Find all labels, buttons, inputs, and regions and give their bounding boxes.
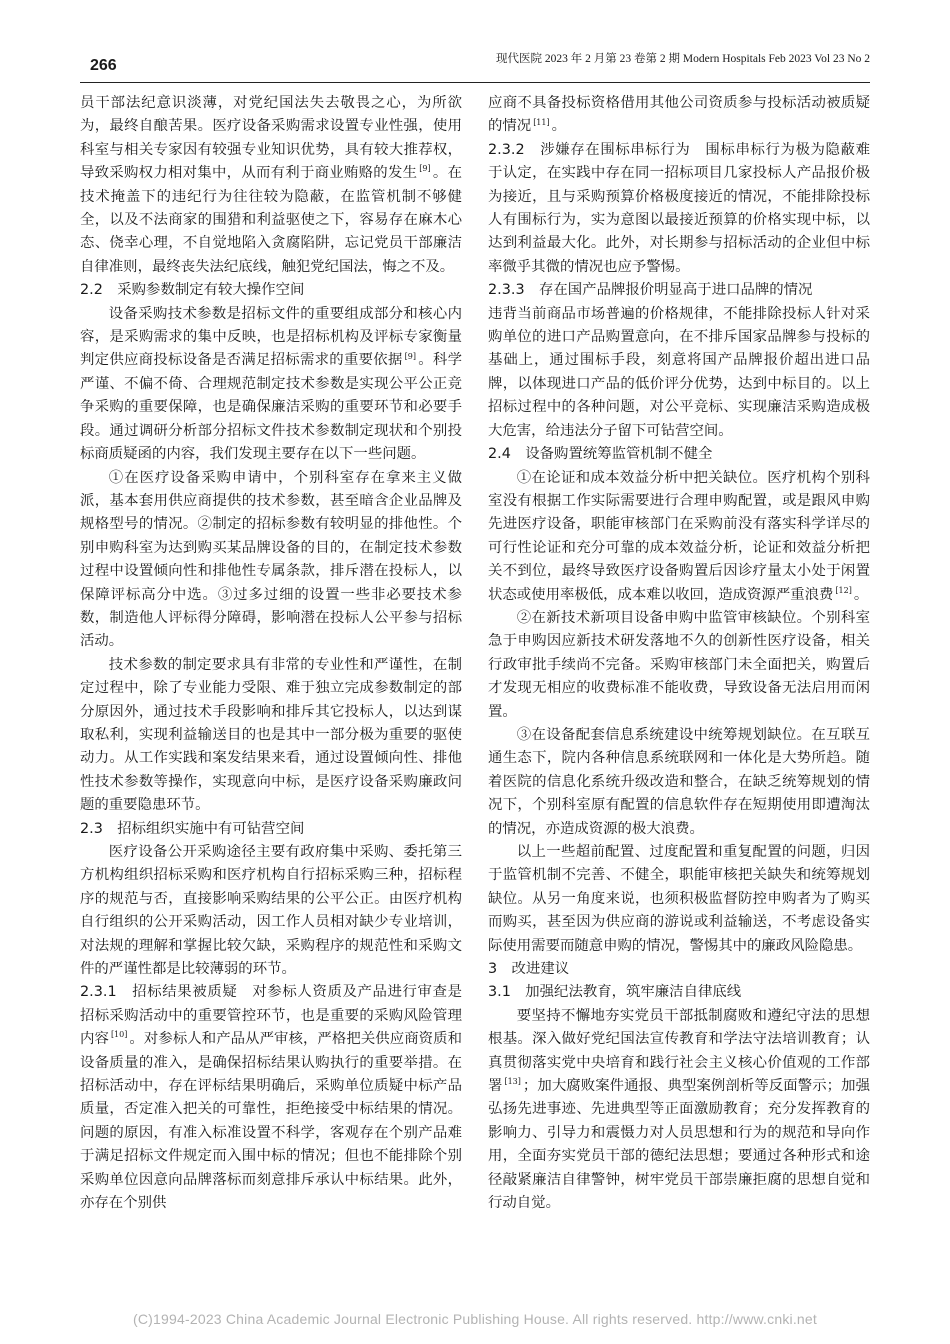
section-heading-2-3-1: 2.3.1 招标结果被质疑 [80,984,238,1001]
paragraph: 应商不具备投标资格借用其他公司资质参与投标活动被质疑的情况 [11] 。 [488,95,870,135]
paragraph: 2.3.1 招标结果被质疑 对参标人资质及产品进行审查是招标采购活动中的重要管控环节，也是重要的采购风险管理内容 [10] 。对参标人和产品从严审核，严格把关供应商资质和设备质量的准入，是确保招标结果认购执行的重要举措。在招标活动中，存在评标结果明确后，采购单位质疑中标产品质量，否定准入把关的可靠性，拒绝接受中标结果的情况。问题的原因，有准入标准设置不科学，客观存在个别产品难于满足招标文件规定而入围中标的情况；但也不能排除个别采购单位因意向品牌落标而刻意排斥承认中标结果。此外，亦存在个别供 [80,984,462,1212]
section-heading-2-4: 2.4 设备购置统筹监管机制不健全 [488,446,713,463]
paragraph: ①在论证和成本效益分析中把关缺位。医疗机构个别科室没有根据工作实际需要进行合理申购配置，或是跟风申购先进医疗设备，职能审核部门在采购前没有落实科学详尽的可行性论证和充分可靠的成本效益分析，论证和效益分析把关不到位，最终导致医疗设备购置后因诊疗量太小处于闲置状态或使用率极低，成本难以收回，造成资源严重浪费 [12] 。 [488,469,870,603]
paragraph: 员干部法纪意识淡薄，对党纪国法失去敬畏之心，为所欲为，最终自酿苦果。医疗设备采购需求设置专业性强，使用科室与相关专家因有较强专业知识优势，具有较大推荐权，导致采购权力相对集中，从而有利于商业贿赂的发生 [9] 。在技术掩盖下的违纪行为往往较为隐蔽，在监管机制不够健全，以及不法商家的围猎和利益驱使之下，容易存在麻木心态、侥幸心理，不自觉地陷入贪腐陷阱，忘记党员干部廉洁自律准则，最终丧失法纪底线，触犯党纪国法，悔之不及。 [80,95,462,275]
left-column [80,92,462,1216]
paragraph: ②在新技术新项目设备申购中监管审核缺位。个别科室急于申购因应新技术研发落地不久的创新性医疗设备，相关行政审批手续尚不完备。采购审核部门未全面把关，购置后才发现无相应的收费标准不能收费，导致设备无法启用而闲置。 [488,609,870,720]
section-heading-3-1: 3.1 加强纪法教育，筑牢廉洁自律底线 [488,984,742,1001]
paragraph: 违背当前商品市场普遍的价格规律，不能排除投标人针对采购单位的进口产品购置意向，在不排斥国家品牌参与投标的基础上，通过围标手段，刻意将国产品牌报价超出进口品牌，以体现进口产品的低价评分优势，达到中标目的。以上招标过程中的各种问题，对公平竞标、实现廉洁采购造成极大危害，给违法分子留下可钻营空间。 [488,305,870,439]
citation-ref[interactable]: [9] [419,164,431,174]
paragraph: 以上一些超前配置、过度配置和重复配置的问题，归因于监管机制不完善、不健全，职能审核把关缺失和统筹规划缺位。从另一角度来说，也须积极监督防控申购者为了购买而购买，甚至因为供应商的游说或利益输送，不考虑设备实际使用需要而随意申购的情况，警惕其中的廉政风险隐患。 [488,844,870,954]
paragraph: 医疗设备公开采购途径主要有政府集中采购、委托第三方机构组织招标采购和医疗机构自行招标采购三种，招标程序的规范与否，直接影响采购结果的公平公正。由医疗机构自行组织的公开采购活动，因工作人员相对缺少专业培训，对法规的理解和掌握比较欠缺，采购程序的规范性和采购文件的严谨性都是比较薄弱的环节。 [80,844,462,978]
section-heading-3: 3 改进建议 [488,961,570,978]
paragraph: 设备采购技术参数是招标文件的重要组成部分和核心内容，是采购需求的集中反映，也是招标机构及评标专家衡量判定供应商投标设备是否满足招标需求的重要依据 [9] 。科学严谨、不偏不倚、合理规范制定技术参数是实现公平公正竞争采购的重要保障，也是确保廉洁采购的重要环节和必要手段。通过调研分析部分招标文件技术参数制定现状和个别投标商质疑函的内容，我们发现主要存在以下一些问题。 [80,305,462,463]
paragraph: 技术参数的制定要求具有非常的专业性和严谨性，在制定过程中，除了专业能力受限、难于独立完成参数制定的部分原因外，通过技术手段影响和排斥其它投标人，以达到谋取私利，实现利益输送目的也是其中一部分极为重要的驱使动力。从工作实践和案发结果来看，通过设置倾向性、排他性技术参数等操作，实现意向中标，是医疗设备采购廉政问题的重要隐患环节。 [80,656,462,814]
section-heading-2-3: 2.3 招标组织实施中有可钻营空间 [80,820,305,837]
section-heading-2-3-2: 2.3.2 涉嫌存在围标串标行为 [488,141,691,158]
header-rule [80,82,870,83]
citation-ref[interactable]: [11] [533,117,550,127]
citation-ref[interactable]: [13] [504,1077,521,1087]
paragraph: ③在设备配套信息系统建设中统筹规划缺位。在互联互通生态下，院内各种信息系统联网和一体化是大势所趋。随着医院的信息化系统升级改造和整合，在缺乏统筹规划的情况下，个别科室原有配置的信息软件存在短期使用即遭淘汰的情况，亦造成资源的极大浪费。 [488,726,870,837]
paragraph: 要坚持不懈地夯实党员干部抵制腐败和遵纪守法的思想根基。深入做好党纪国法宣传教育和学法守法培训教育；认真贯彻落实党中央培育和践行社会主义核心价值观的工作部署 [13] ；加大腐败案件通报、典型案例剖析等反面警示；加强弘扬先进事迹、先进典型等正面激励教育；充分发挥教育的影响力、引导力和震慑力对人员思想和行为的规范和导向作用，全面夯实党员干部的德纪法思想；要通过各种形式和途径敲紧廉洁自律警钟，树牢党员干部崇廉拒腐的思想自觉和行动自觉。 [488,1007,870,1212]
citation-ref[interactable]: [9] [404,351,416,361]
copyright-footer: (C)1994-2023 China Academic Journal Electronic Publishing House. All rights reserved. http://www.cnki.net [133,1311,817,1327]
citation-ref[interactable]: [10] [110,1030,128,1040]
section-heading-2-2: 2.2 采购参数制定有较大操作空间 [80,282,305,299]
section-heading-2-3-3: 2.3.3 存在国产品牌报价明显高于进口品牌的情况 [488,282,813,299]
right-column [488,92,870,1216]
page-number: 266 [90,57,117,74]
running-header: 现代医院 2023 年 2 月第 23 卷第 2 期 Modern Hospitals Feb 2023 Vol 23 No 2 [496,53,870,65]
citation-ref[interactable]: [12] [835,585,852,595]
paragraph: 2.3.2 涉嫌存在围标串标行为 围标串标行为极为隐蔽难于认定，在实践中存在同一招标项目几家投标人产品报价极为接近，且与采购预算价格极度接近的情况，不能排除投标人有围标行为，实为意图以最接近预算的价格实现中标，以达到利益最大化。此外，对长期参与招标活动的企业但中标率微乎其微的情况也应予警惕。 [488,141,870,275]
paragraph: ①在医疗设备采购申请中，个别科室存在拿来主义做派，基本套用供应商提供的技术参数，甚至暗含企业品牌及规格型号的情况。②制定的招标参数有较明显的排他性。个别申购科室为达到购买某品牌设备的目的，在制定技术参数过程中设置倾向性和排他性专属条款，排斥潜在投标人，以保障评标高分中选。③过多过细的设置一些非必要技术参数，制造他人评标得分障碍，影响潜在投标人公平参与招标活动。 [80,469,462,650]
